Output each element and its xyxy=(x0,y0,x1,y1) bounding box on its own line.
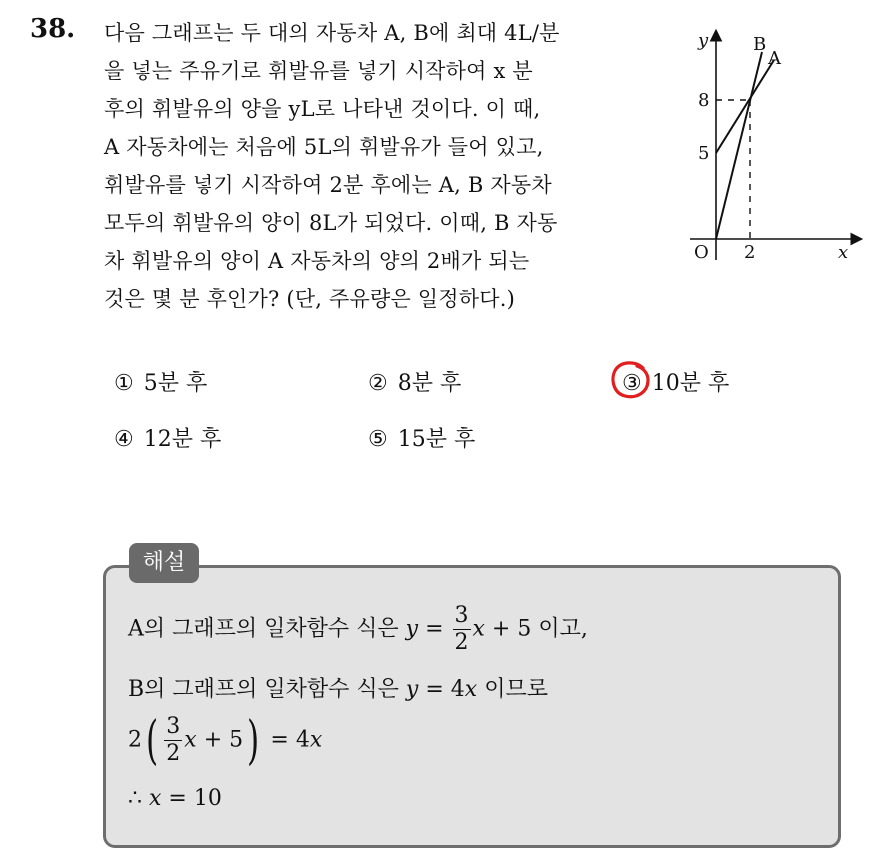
choice-5[interactable] xyxy=(368,422,475,453)
choice-1[interactable] xyxy=(114,366,207,397)
question-line: 모두의 휘발유의 양이 8L가 되었다. 이때, B 자동 xyxy=(104,211,558,235)
line-b-label: B xyxy=(753,34,767,55)
math-num: 4 xyxy=(295,727,310,753)
fraction-denominator: 2 xyxy=(454,630,469,655)
choice-text: 8분 후 xyxy=(397,371,462,396)
fuel-graph xyxy=(690,20,865,270)
question-line: 것은 몇 분 후인가? (단, 주유량은 일정하다.) xyxy=(104,287,516,311)
choice-mark: ③ xyxy=(622,371,642,396)
math-op: + 5 xyxy=(196,727,244,753)
choice-text: 12분 후 xyxy=(143,427,222,452)
choice-mark: ② xyxy=(368,371,388,396)
math-var: x xyxy=(309,727,323,753)
fraction-numerator: 3 xyxy=(166,714,181,739)
fraction-denominator: 2 xyxy=(166,741,181,766)
graph-svg xyxy=(690,20,865,270)
choice-3[interactable] xyxy=(622,366,729,397)
question-text xyxy=(104,14,648,318)
therefore-symbol: ∴ xyxy=(128,786,149,811)
right-paren: ) xyxy=(247,710,260,771)
question-number: 38. xyxy=(30,14,76,44)
solution-line-4 xyxy=(128,786,222,811)
choice-mark: ① xyxy=(114,371,134,396)
y-tick-8: 8 xyxy=(698,90,710,111)
choice-mark: ⑤ xyxy=(368,427,388,452)
choice-4[interactable] xyxy=(114,422,221,453)
line-a xyxy=(716,60,774,153)
math-var: y xyxy=(405,677,419,702)
question-line: 후의 휘발유의 양을 yL로 나타낸 것이다. 이 때, xyxy=(104,97,541,121)
math-num: 4 xyxy=(450,677,465,702)
solution-line-2 xyxy=(128,672,548,703)
math-var: x xyxy=(472,616,485,642)
x-tick-2: 2 xyxy=(744,242,756,263)
math-op: + 5 xyxy=(484,616,532,642)
question-line: 을 넣는 주유기로 휘발유를 넣기 시작하여 x 분 xyxy=(104,59,533,83)
line-b xyxy=(716,52,762,239)
math-op: = 10 xyxy=(161,786,222,811)
math-op: = xyxy=(418,616,451,642)
origin-label: O xyxy=(694,242,709,263)
math-op: = xyxy=(418,677,451,702)
fraction-numerator: 3 xyxy=(454,603,469,628)
solution-line-3 xyxy=(128,710,323,771)
question-line: 차 휘발유의 양이 A 자동차의 양의 2배가 되는 xyxy=(104,249,530,273)
math-op: = xyxy=(263,727,296,753)
math-var: x xyxy=(184,727,197,753)
question-line: 다음 그래프는 두 대의 자동차 A, B에 최대 4L/분 xyxy=(104,21,560,45)
choice-text: 10분 후 xyxy=(651,371,730,396)
line-a-label: A xyxy=(768,48,781,69)
answer-choices xyxy=(114,366,814,476)
solution-text: A의 그래프의 일차함수 식은 xyxy=(128,616,406,642)
math-var: x xyxy=(464,677,478,702)
solution-text: B의 그래프의 일차함수 식은 xyxy=(128,677,406,702)
left-paren: ( xyxy=(146,710,159,771)
fraction xyxy=(164,714,182,767)
fraction xyxy=(453,603,471,656)
y-axis-label: y xyxy=(698,30,709,51)
answer-circle-icon xyxy=(610,360,652,400)
choice-mark: ④ xyxy=(114,427,134,452)
math-var: y xyxy=(405,616,419,642)
choice-2[interactable] xyxy=(368,366,461,397)
choice-text: 15분 후 xyxy=(397,427,476,452)
solution-line-1 xyxy=(128,603,588,656)
math-var: x xyxy=(149,786,162,811)
solution-text: 이므로 xyxy=(484,677,548,702)
solution-text: 이고, xyxy=(538,616,588,642)
question-line: 휘발유를 넣기 시작하여 2분 후에는 A, B 자동차 xyxy=(104,173,552,197)
choice-text: 5분 후 xyxy=(143,371,208,396)
y-tick-5: 5 xyxy=(698,143,710,164)
x-axis-label: x xyxy=(838,242,849,263)
question-line: A 자동차에는 처음에 5L의 휘발유가 들어 있고, xyxy=(104,135,544,159)
solution-tag: 해설 xyxy=(129,543,199,583)
math-num: 2 xyxy=(128,727,142,753)
